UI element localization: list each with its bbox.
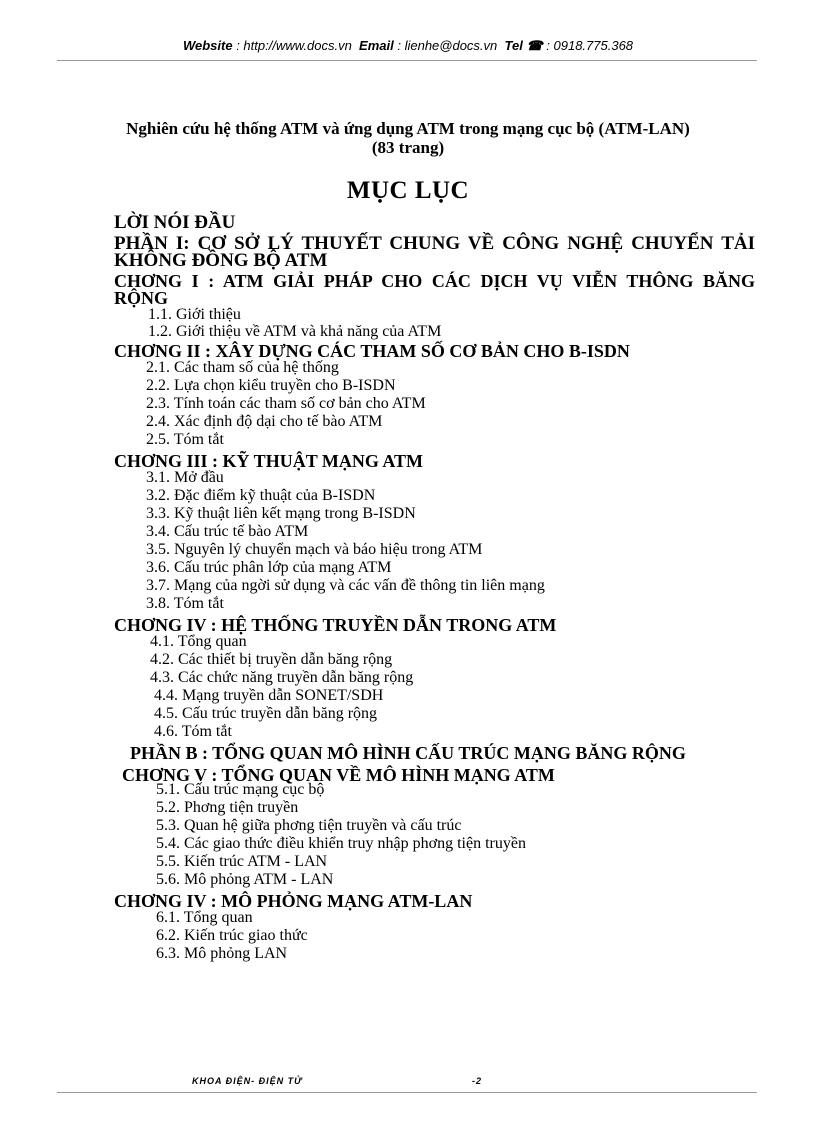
website-label: Website xyxy=(182,38,233,53)
toc-chapter-3: CHƠNG III : KỸ THUẬT MẠNG ATM xyxy=(114,451,424,471)
document-title xyxy=(60,119,756,157)
toc-item: 3.2. Đặc điểm kỹ thuật của B-ISDN xyxy=(146,487,376,504)
toc-item: 5.5. Kiến trúc ATM - LAN xyxy=(156,853,328,870)
toc-item: 3.7. Mạng của ngời sử dụng và các vấn đề thông tin liên mạng xyxy=(146,577,545,594)
toc-loi-noi-dau: LỜI NÓI ĐẦU xyxy=(114,212,236,233)
toc-item: 2.1. Các tham số của hệ thống xyxy=(146,359,339,376)
toc-chapter-4: CHƠNG IV : HỆ THỐNG TRUYỀN DẪN TRONG ATM xyxy=(114,615,557,635)
toc-item: 4.1. Tổng quan xyxy=(150,633,247,650)
toc-item: 4.6. Tóm tắt xyxy=(154,723,232,740)
website-value: : http://www.docs.vn xyxy=(236,38,352,53)
toc-item: 2.5. Tóm tắt xyxy=(146,431,224,448)
email-label: Email xyxy=(359,38,394,53)
page-number: -2 xyxy=(472,1076,483,1086)
toc-item: 4.2. Các thiết bị truyền dẫn băng rộng xyxy=(150,651,393,668)
toc-item: 3.6. Cấu trúc phân lớp của mạng ATM xyxy=(146,559,392,576)
toc-item: 5.2. Phơng tiện truyền xyxy=(156,799,299,816)
toc-item: 5.6. Mô phỏng ATM - LAN xyxy=(156,871,334,888)
toc-item: 5.1. Cấu trúc mạng cục bộ xyxy=(156,781,325,798)
email-value: : lienhe@docs.vn xyxy=(397,38,498,53)
toc-heading: MỤC LỤC xyxy=(346,177,470,204)
toc-item: 6.3. Mô phỏng LAN xyxy=(156,945,288,962)
toc-phan-b: PHẦN B : TỔNG QUAN MÔ HÌNH CẤU TRÚC MẠNG BĂNG RỘNG xyxy=(130,743,686,763)
toc-item: 3.8. Tóm tắt xyxy=(146,595,224,612)
toc-item: 1.1. Giới thiệu xyxy=(148,306,241,323)
toc-item: 5.4. Các giao thức điều khiển truy nhập phơng tiện truyền xyxy=(156,835,526,852)
toc-phan-1-cont: KHÔNG ĐỒNG BỘ ATM xyxy=(114,250,328,271)
footer-department: KHOA ĐIỆN- ĐIỆN TỬ xyxy=(192,1076,303,1086)
toc-chapter-1-cont: RỘNG xyxy=(114,288,168,308)
toc-chapter-1: CHƠNG I : ATM GIẢI PHÁP CHO CÁC DỊCH VỤ VIỄN THÔNG BĂNG xyxy=(114,271,755,291)
toc-item: 6.2. Kiến trúc giao thức xyxy=(156,927,308,944)
toc-item: 5.3. Quan hệ giữa phơng tiện truyền và cấu trúc xyxy=(156,817,462,834)
tel-label: Tel xyxy=(504,38,523,53)
toc-item: 3.1. Mở đầu xyxy=(146,469,224,486)
toc-item: 6.1. Tổng quan xyxy=(156,909,253,926)
title-line-1: Nghiên cứu hệ thống ATM và ứng dụng ATM trong mạng cục bộ (ATM-LAN) xyxy=(126,119,690,138)
toc-item: 4.4. Mạng truyền dẫn SONET/SDH xyxy=(154,687,384,704)
toc-item: 1.2. Giới thiệu về ATM và khả năng của ATM xyxy=(148,323,442,340)
toc-chapter-2: CHƠNG II : XÂY DỰNG CÁC THAM SỐ CƠ BẢN CHO B-ISDN xyxy=(114,341,630,361)
toc-item: 2.3. Tính toán các tham số cơ bản cho ATM xyxy=(146,395,426,412)
toc-item: 4.5. Cấu trúc truyền dẫn băng rộng xyxy=(154,705,378,722)
toc-item: 3.5. Nguyên lý chuyển mạch và báo hiệu trong ATM xyxy=(146,541,483,558)
footer-divider xyxy=(57,1092,757,1093)
phone-icon: ☎ xyxy=(526,38,543,53)
header-divider xyxy=(57,60,757,61)
toc-phan-1: PHẦN I: CƠ SỞ LÝ THUYẾT CHUNG VỀ CÔNG NGHỆ CHUYỂN TẢI xyxy=(114,233,755,254)
toc-item: 3.4. Cấu trúc tế bào ATM xyxy=(146,523,309,540)
toc-item: 3.3. Kỹ thuật liên kết mạng trong B-ISDN xyxy=(146,505,416,522)
toc-chapter-5: CHƠNG V : TỔNG QUAN VỀ MÔ HÌNH MẠNG ATM xyxy=(122,765,555,785)
title-line-2: (83 trang) xyxy=(371,138,445,157)
toc-item: 2.4. Xác định độ dại cho tế bào ATM xyxy=(146,413,383,430)
toc-chapter-6: CHƠNG IV : MÔ PHỎNG MẠNG ATM-LAN xyxy=(114,891,473,911)
toc-item: 4.3. Các chức năng truyền dẫn băng rộng xyxy=(150,669,414,686)
toc-item: 2.2. Lựa chọn kiểu truyền cho B-ISDN xyxy=(146,377,396,394)
page-header xyxy=(0,38,816,54)
tel-value: : 0918.775.368 xyxy=(546,38,634,53)
